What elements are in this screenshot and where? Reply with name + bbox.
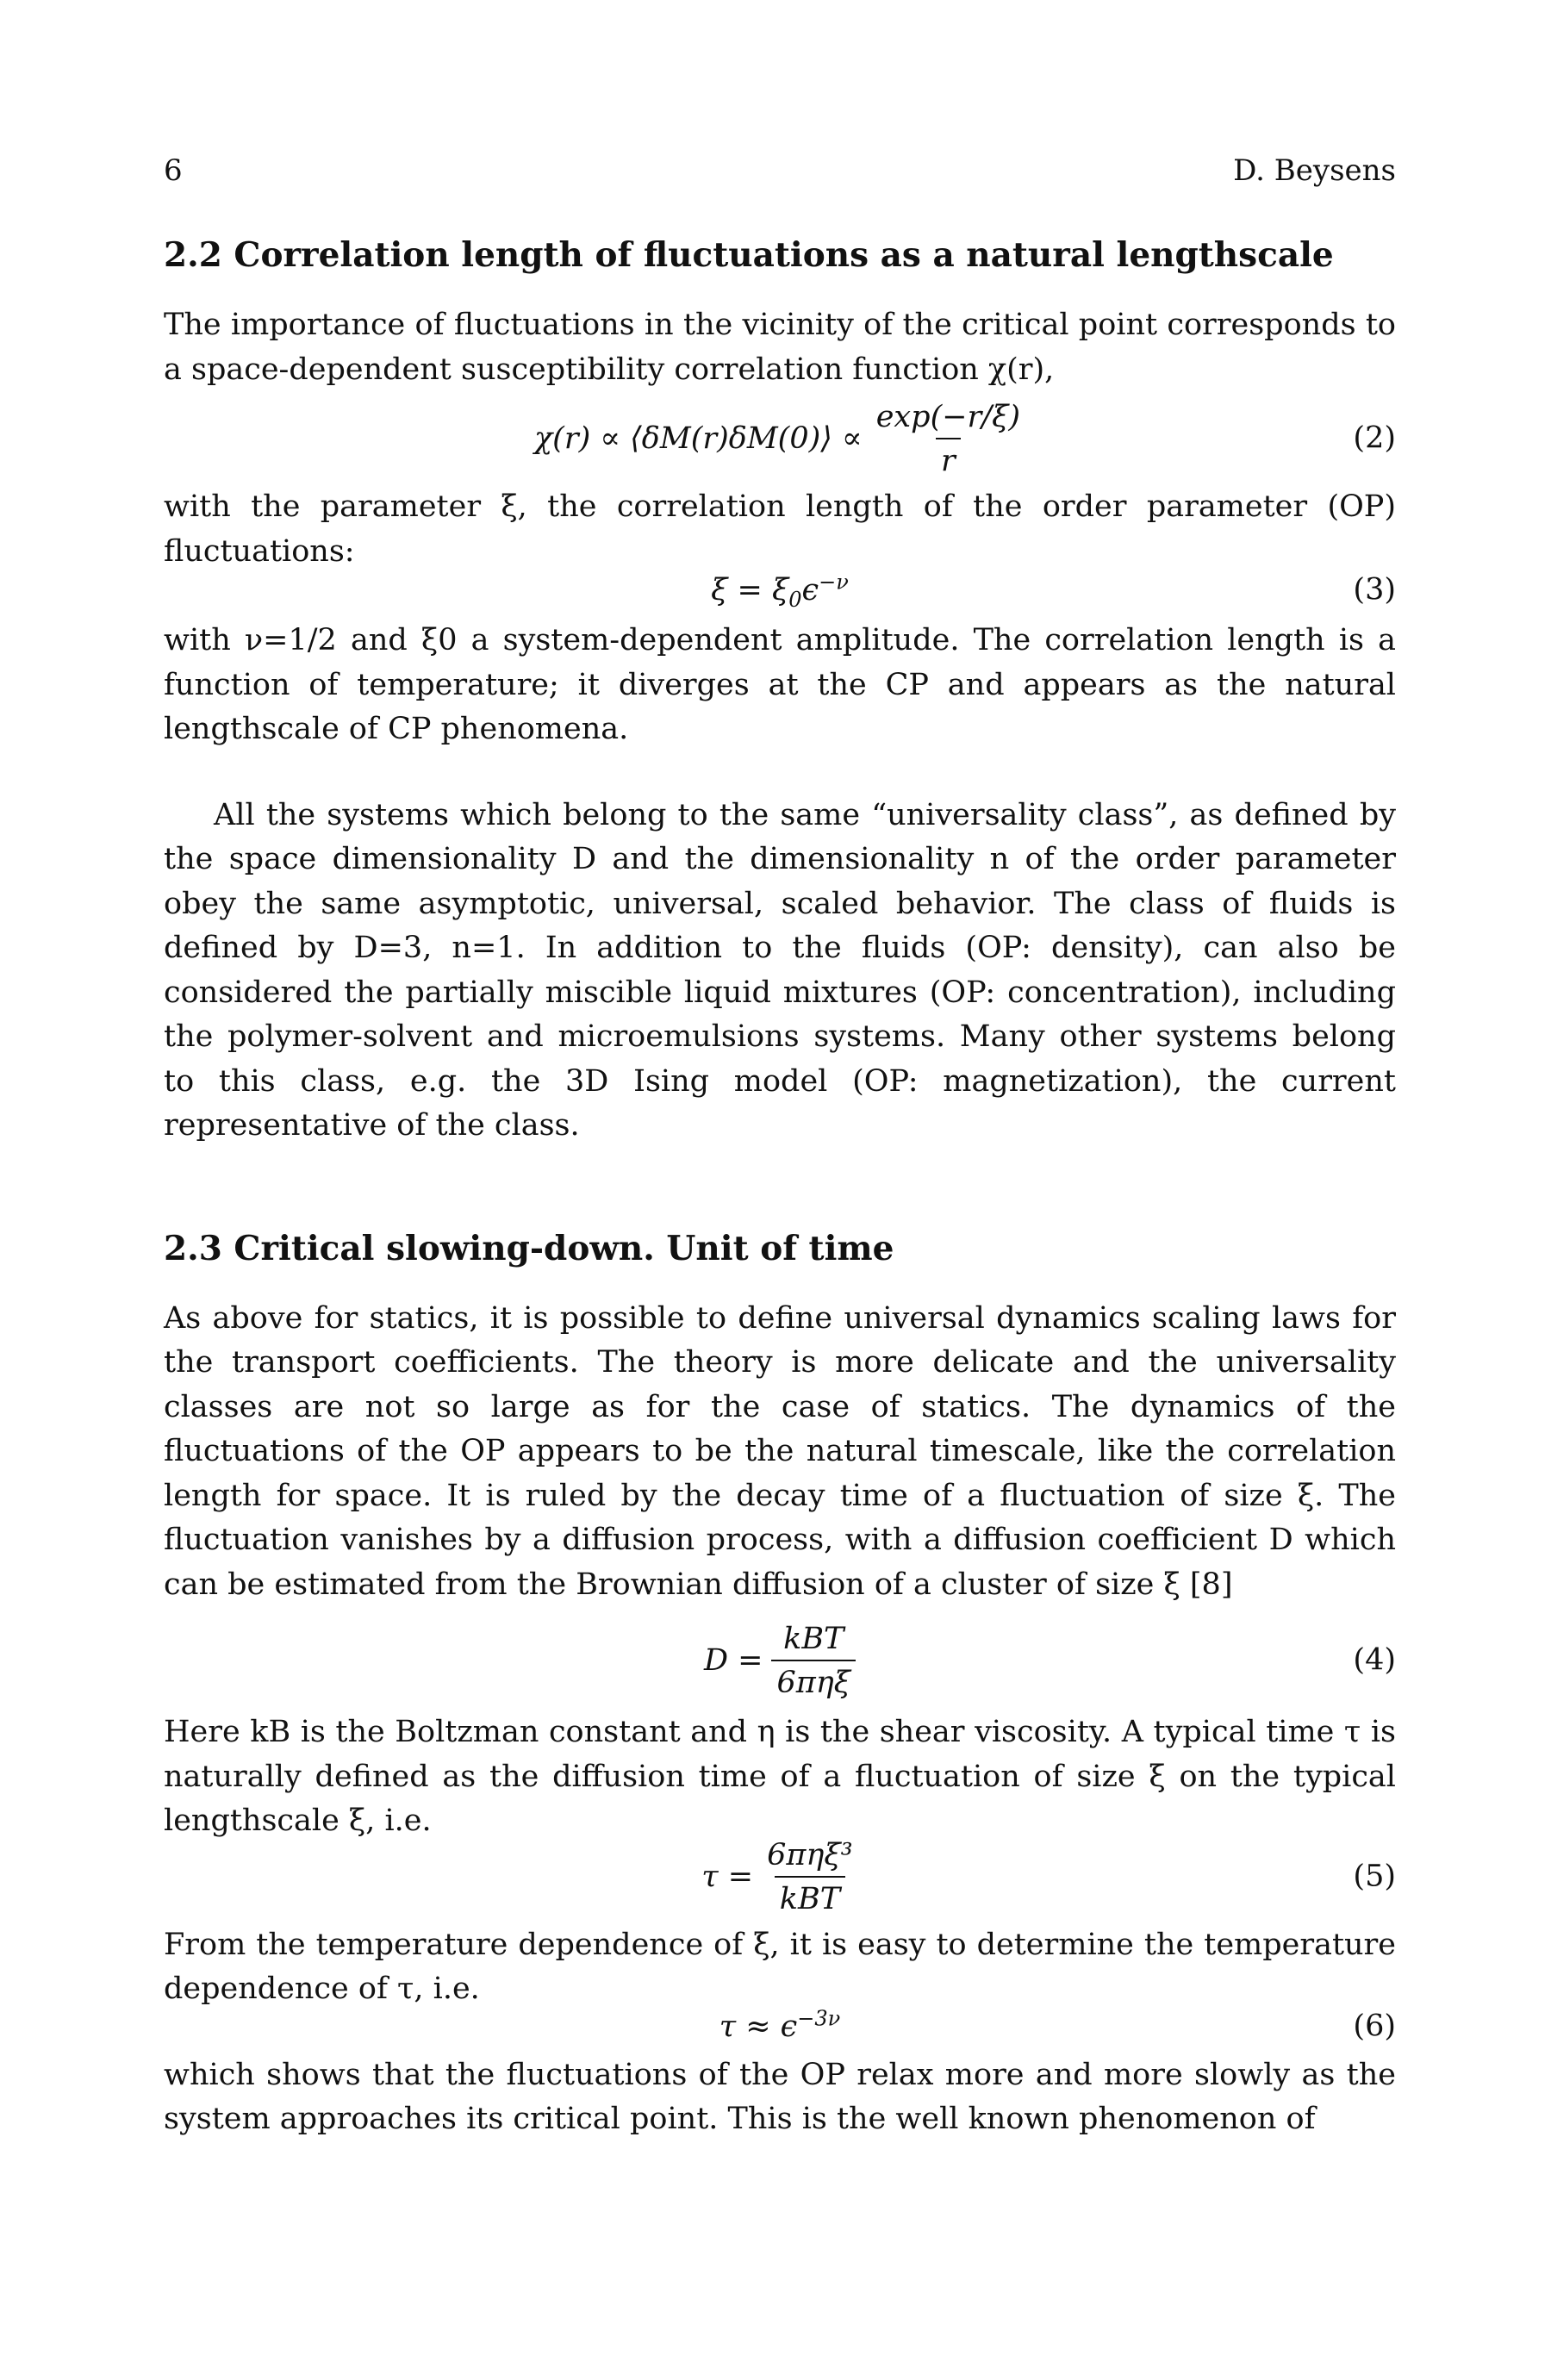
superscript: −3ν xyxy=(797,2005,841,2030)
equation-2 xyxy=(164,397,1396,480)
equation-number: (3) xyxy=(1353,572,1396,607)
equation-lhs: D = xyxy=(703,1643,763,1678)
paragraph: with ν=1/2 and ξ0 a system-dependent amplitude. The correlation length is a function of temperature; it diverges at the CP and appears as the natural lengthscale of CP phenomena. xyxy=(164,623,1396,746)
section-heading-2-2: 2.2 Correlation length of fluctuations as a natural lengthscale xyxy=(164,235,1334,275)
paragraph: All the systems which belong to the same “universality class”, as defined by the space dimensionality D and the dimensionality n of the order parameter obey the same asymptotic, universal, scaled behavior. The class of fluids is defined by D=3, n=1. In addition to the fluids (OP: density), can also be considered the partially miscible liquid mixtures (OP: concentration), including the polymer-solvent and microemulsions systems. Many other systems belong to this class, e.g. the 3D Ising model (OP: magnetization), the current representative of the class. xyxy=(164,797,1396,1143)
equation-3 xyxy=(164,570,1396,610)
paragraph: As above for statics, it is possible to define universal dynamics scaling laws for the transport coefficients. The theory is more delicate and the universality classes are not so large as for the case of statics. The dynamics of the fluctuations of the OP appears to be the natural timescale, like the correlation length for space. It is ruled by the decay time of a fluctuation of size ξ. The fluctuation vanishes by a diffusion process, with a diffusion coefficient D which can be estimated from the Brownian diffusion of a cluster of size ξ [8] xyxy=(164,1300,1396,1602)
superscript: −ν xyxy=(819,570,849,595)
equation-4 xyxy=(164,1614,1396,1707)
page-number: 6 xyxy=(164,153,183,188)
section-heading-2-3: 2.3 Critical slowing-down. Unit of time xyxy=(164,1228,894,1268)
equation-number: (5) xyxy=(1353,1858,1396,1893)
equation-number: (2) xyxy=(1353,421,1396,456)
fraction-numerator: 6πηξ³ xyxy=(767,1837,853,1872)
fraction xyxy=(871,396,1025,481)
equation-lhs: χ(r) ∝ ⟨δM(r)δM(0)⟩ ∝ xyxy=(533,421,863,456)
fraction-denominator: kBT xyxy=(775,1876,845,1919)
equation-lhs: τ ≈ ϵ xyxy=(719,2009,798,2044)
equation-6 xyxy=(164,2007,1396,2047)
equation-5 xyxy=(164,1834,1396,1920)
fraction-denominator: 6πηξ xyxy=(771,1660,856,1703)
paragraph: From the temperature dependence of ξ, it is easy to determine the temperature dependence of τ, i.e. xyxy=(164,1927,1396,2006)
fraction-denominator: r xyxy=(936,438,961,481)
fraction-numerator: kBT xyxy=(783,1622,844,1656)
fraction xyxy=(771,1618,856,1703)
paragraph: with the parameter ξ, the correlation length of the order parameter (OP) fluctuations: xyxy=(164,489,1396,569)
equation-lhs: ξ = ξ xyxy=(711,573,789,607)
equation-number: (6) xyxy=(1353,2008,1396,2043)
fraction-numerator: exp(−r/ξ) xyxy=(875,400,1021,434)
equation-term: ϵ xyxy=(801,573,819,607)
subscript: 0 xyxy=(788,588,802,612)
fraction xyxy=(762,1835,858,1919)
paragraph: The importance of fluctuations in the vicinity of the critical point corresponds to a space-dependent susceptibility correlation function χ(r), xyxy=(164,308,1396,387)
equation-lhs: τ = xyxy=(701,1859,754,1894)
running-author: D. Beysens xyxy=(1233,153,1396,188)
paragraph: which shows that the fluctuations of the OP relax more and more slowly as the system approaches its critical point. This is the well known phenomenon of xyxy=(164,2057,1396,2136)
page-content xyxy=(164,234,1396,2142)
equation-number: (4) xyxy=(1353,1642,1396,1678)
paragraph: Here kB is the Boltzman constant and η is the shear viscosity. A typical time τ is naturally defined as the diffusion time of a fluctuation of size ξ on the typical lengthscale ξ, i.e. xyxy=(164,1715,1396,1838)
